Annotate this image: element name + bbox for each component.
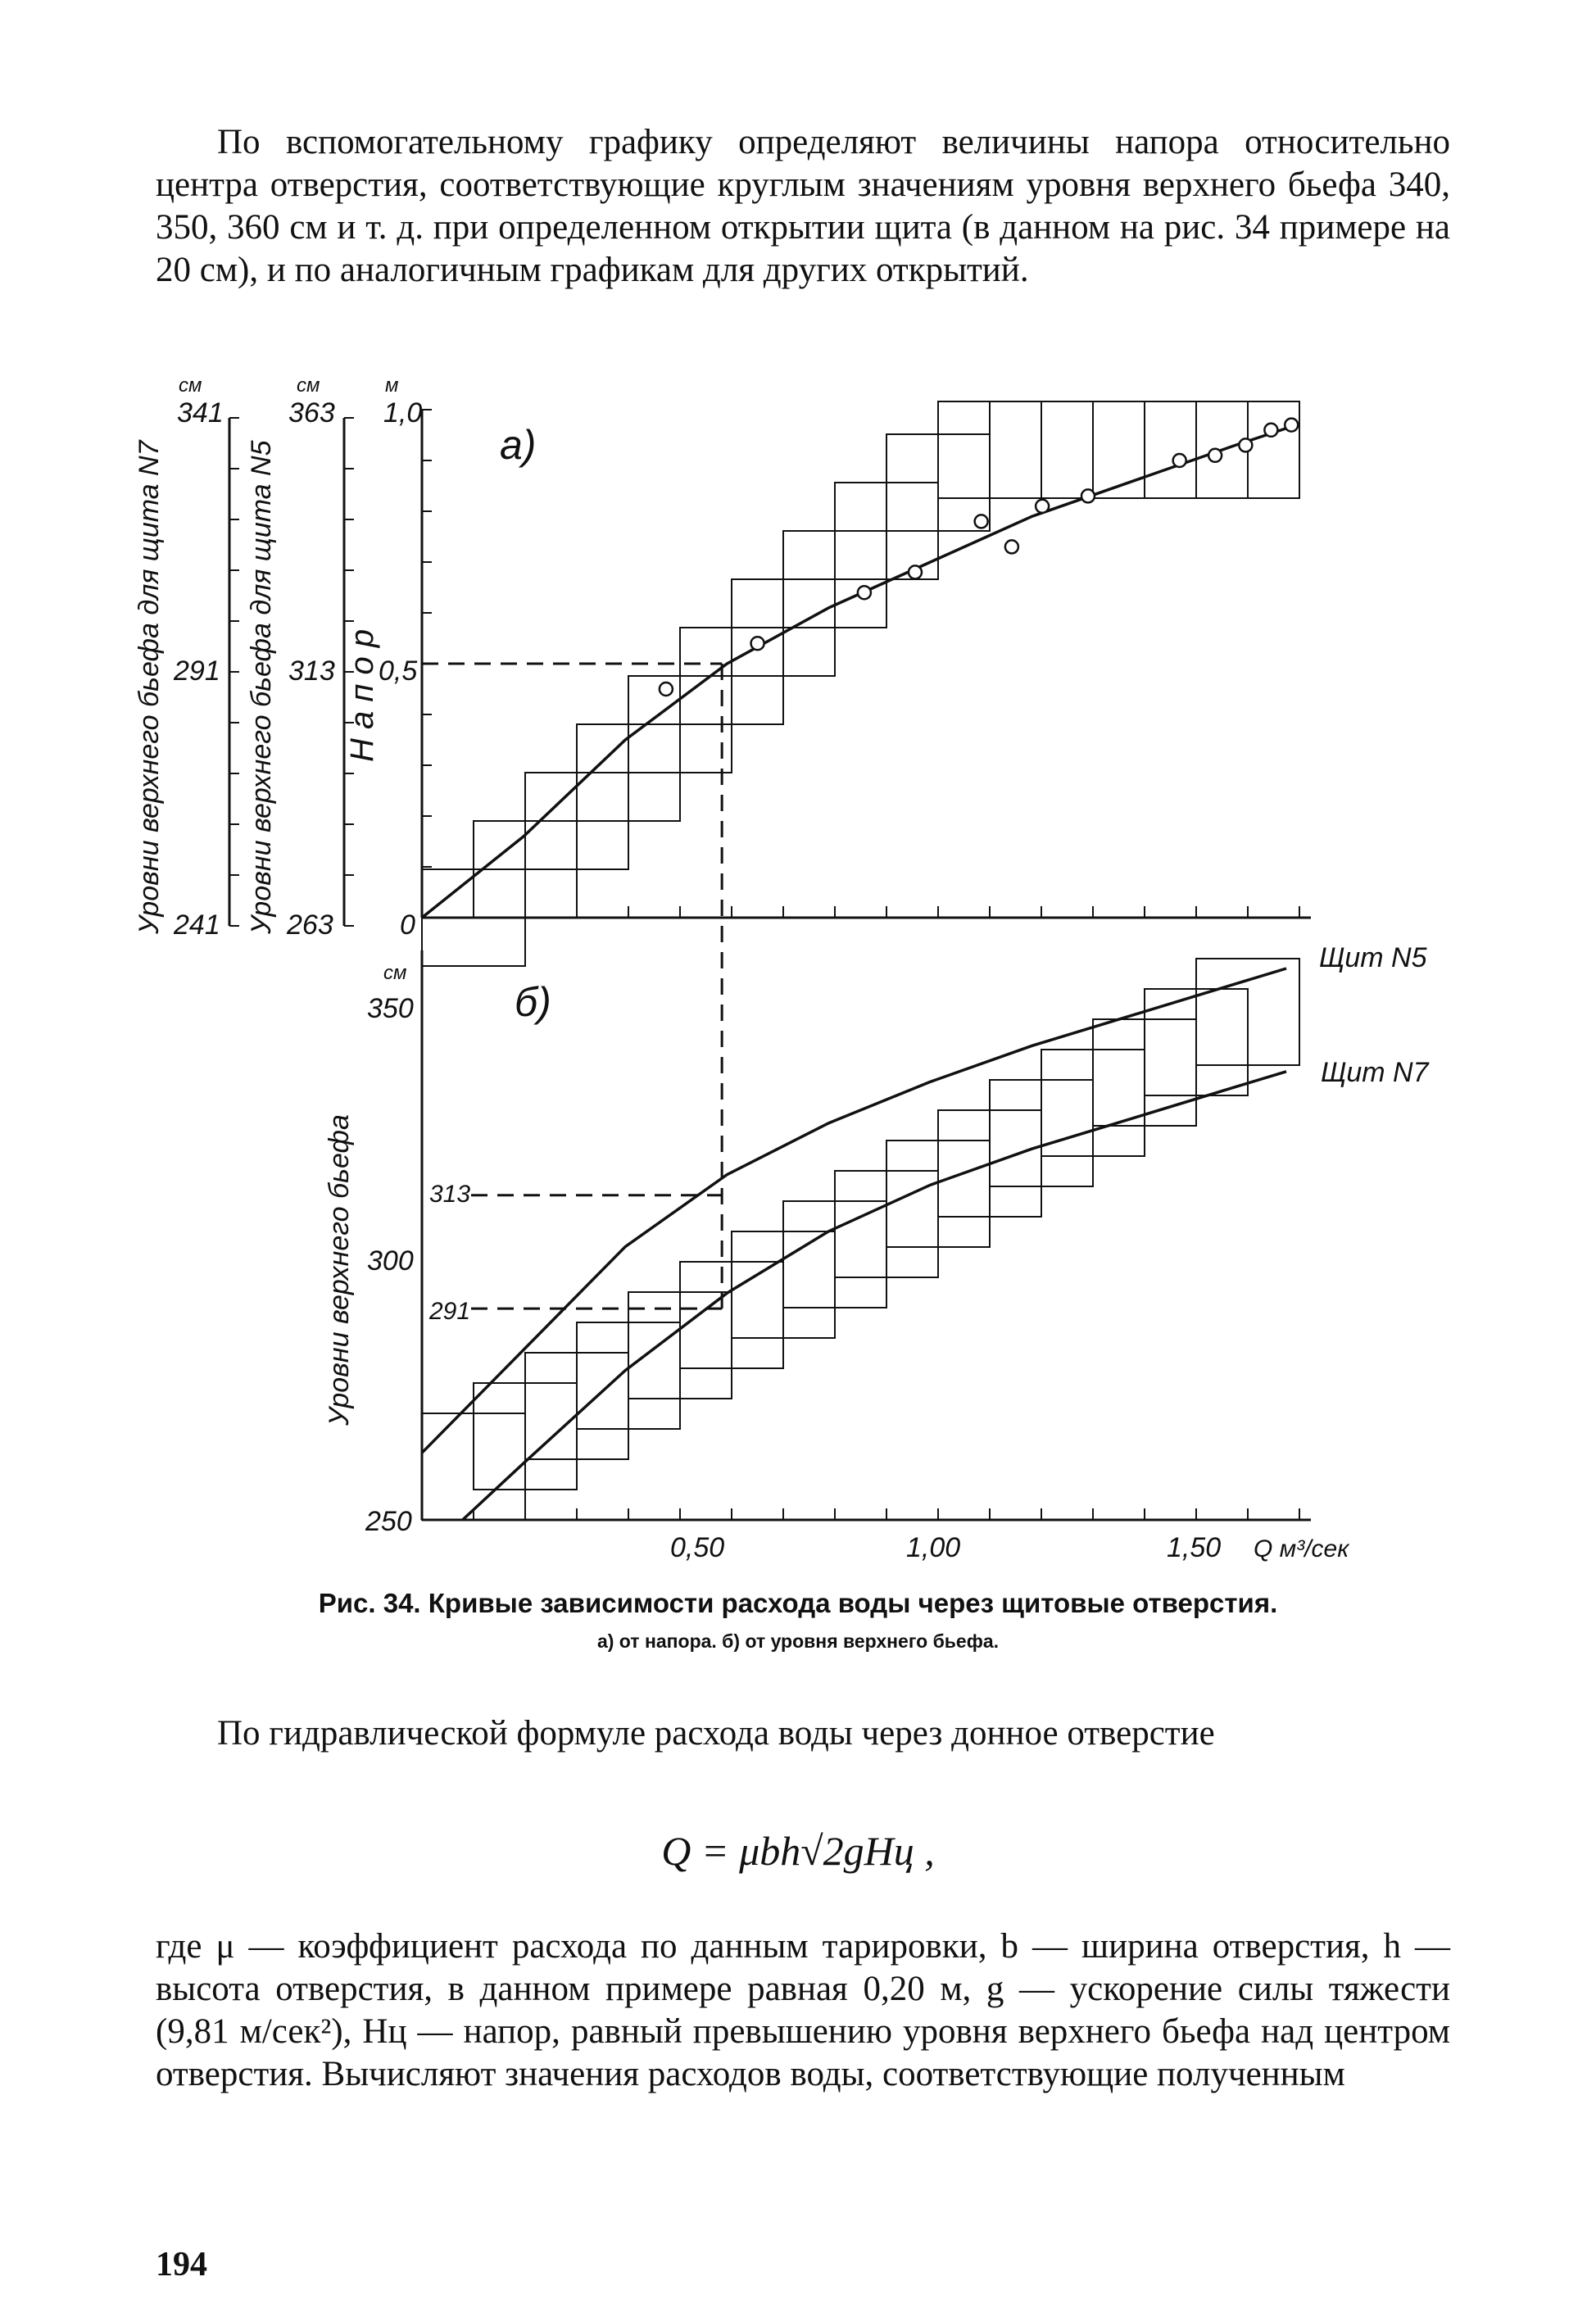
paragraph-definitions: где μ — коэффициент расхода по данным тарировки, b — ширина отверстия, h — высота отверстия, в данном примере равная 0,20 м, g — ускорение силы тяжести (9,81 м/сек²), Hц — напор, равный превышению уровня верхнего бьефа над центром отверстия. Вычисляют значения расходов воды, соответствующие полученным xyxy=(156,1927,1450,2093)
data-point xyxy=(858,586,871,599)
bottom-y-unit: см xyxy=(383,962,407,984)
guide-label-313: 313 xyxy=(429,1181,471,1208)
axis-n7-mid: 291 xyxy=(174,655,220,687)
bottom-y-tick-250: 250 xyxy=(365,1506,412,1537)
data-point xyxy=(751,637,764,650)
axis-n5-top: 363 xyxy=(288,397,335,429)
axis-head-bottom: 0 xyxy=(400,909,415,941)
data-point xyxy=(1264,424,1277,437)
axis-n7-title: Уровни верхнего бьефа для щита N7 xyxy=(134,440,165,934)
axis-head-title: Н а п о р xyxy=(344,628,380,762)
axis-head-mid: 0,5 xyxy=(379,655,418,687)
data-point xyxy=(1036,500,1049,513)
data-point xyxy=(1208,449,1222,462)
curve-label-n5: Щит N5 xyxy=(1319,942,1427,973)
data-points xyxy=(660,419,1298,696)
x-tick-100: 1,00 xyxy=(906,1532,961,1563)
data-point xyxy=(1081,489,1095,502)
bottom-y-title: Уровни верхнего бьефа xyxy=(324,1114,355,1426)
axis-head-unit: м xyxy=(385,374,399,397)
staircase-grid xyxy=(422,401,1299,1520)
axis-n7-bottom: 241 xyxy=(174,909,220,941)
axis-n5-unit: см xyxy=(297,374,320,397)
figure-caption-sub: а) от напора. б) от уровня верхнего бьефа. xyxy=(596,1630,1000,1652)
x-tick-050: 0,50 xyxy=(670,1532,725,1563)
data-point xyxy=(660,683,673,696)
axis-n7-unit: см xyxy=(179,374,202,397)
x-unit-label: Q м³/сек xyxy=(1254,1535,1349,1562)
bottom-panel-label: б) xyxy=(515,979,551,1025)
paragraph-formula-intro: По гидравлической формуле расхода воды через донное отверстие xyxy=(217,1714,1215,1753)
axis-n5-mid: 313 xyxy=(288,655,335,687)
axis-n5-title: Уровни верхнего бьефа для щита N5 xyxy=(246,440,277,934)
data-point xyxy=(909,565,922,578)
bottom-y-tick-300: 300 xyxy=(367,1245,414,1277)
data-point xyxy=(975,515,988,528)
top-panel-label: а) xyxy=(500,422,537,468)
curve-shchit-n7 xyxy=(463,1072,1286,1520)
paragraph-intro: По вспомогательному графику определяют величины напора относительно центра отверстия, соответствующие круглым значениям уровня верхнего бьефа 340, 350, 360 см и т. д. при определенном открытии щита (в данном на рис. 34 примере на 20 см), и по аналогичным графикам для других открытий. xyxy=(156,123,1450,289)
x-tick-150: 1,50 xyxy=(1167,1532,1222,1563)
data-point xyxy=(1173,454,1186,467)
data-point xyxy=(1005,540,1018,553)
discharge-formula: Q = μbh√2gHц , xyxy=(661,1828,935,1874)
axis-head-top: 1,0 xyxy=(383,397,423,429)
curve-label-n7: Щит N7 xyxy=(1321,1057,1429,1088)
axis-n5-bottom: 263 xyxy=(287,909,333,941)
data-point xyxy=(1239,438,1252,451)
axis-n7-top: 341 xyxy=(177,397,224,429)
bottom-y-tick-350: 350 xyxy=(367,993,414,1024)
curve-shchit-n5 xyxy=(422,968,1286,1453)
page-number: 194 xyxy=(156,2246,207,2283)
guide-label-291: 291 xyxy=(429,1298,471,1325)
figure-caption-title: Рис. 34. Кривые зависимости расхода воды через щитовые отверстия. xyxy=(318,1588,1278,1618)
data-point xyxy=(1285,419,1298,432)
